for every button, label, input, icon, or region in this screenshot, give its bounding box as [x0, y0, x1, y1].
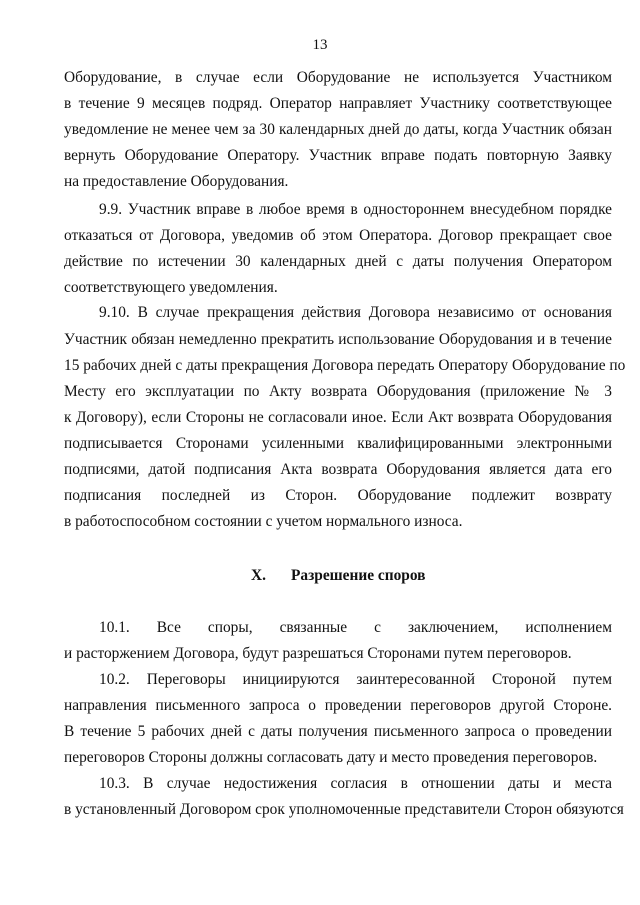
text-line: соответствующего уведомления. [64, 279, 278, 296]
text-line: и расторжением Договора, будут разрешаться Сторонами путем переговоров. [64, 645, 572, 662]
text-line: Месту его эксплуатации по Акту возврата Оборудования (приложение № 3 [64, 383, 612, 400]
text-line: в течение 9 месяцев подряд. Оператор направляет Участнику соответствующее [64, 95, 612, 112]
text-line: Участник обязан немедленно прекратить использование Оборудования и в течение [64, 331, 612, 348]
text-line: подписями, датой подписания Акта возврата Оборудования является дата его [64, 461, 612, 478]
text-line: действие по истечении 30 календарных дней с даты получения Оператором [64, 253, 612, 270]
paragraph-10-1-start: 10.1. Все споры, связанные с заключением, исполнением [99, 619, 612, 636]
paragraph-9-9-start: 9.9. Участник вправе в любое время в одностороннем внесудебном порядке [99, 201, 612, 218]
page-number: 13 [312, 37, 328, 53]
text-line: переговоров Стороны должны согласовать дату и место проведения переговоров. [64, 749, 598, 766]
text-line: Оборудование, в случае если Оборудование не используется Участником [64, 69, 612, 86]
paragraph-10-2-start: 10.2. Переговоры инициируются заинтересованной Стороной путем [99, 671, 612, 688]
text-line: на предоставление Оборудования. [64, 173, 289, 190]
section-title: Разрешение споров [291, 567, 426, 584]
text-line: 15 рабочих дней с даты прекращения Договора передать Оператору Оборудование по [64, 357, 626, 374]
text-line: вернуть Оборудование Оператору. Участник вправе подать повторную Заявку [64, 147, 612, 164]
text-line: направления письменного запроса о проведении переговоров другой Стороне. [64, 697, 612, 714]
section-number: X. [251, 567, 266, 584]
paragraph-9-10-start: 9.10. В случае прекращения действия Договора независимо от основания [99, 304, 612, 321]
text-line: отказаться от Договора, уведомив об этом Оператора. Договор прекращает свое [64, 227, 612, 244]
text-line: В течение 5 рабочих дней с даты получения письменного запроса о проведении [64, 723, 612, 740]
text-line: в установленный Договором срок уполномоченные представители Сторон обязуются [64, 801, 624, 818]
text-line: подписания последней из Сторон. Оборудование подлежит возврату [64, 487, 612, 504]
text-line: в работоспособном состоянии с учетом нормального износа. [64, 513, 463, 530]
text-line: к Договору), если Стороны не согласовали иное. Если Акт возврата Оборудования [64, 409, 612, 426]
paragraph-10-3-start: 10.3. В случае недостижения согласия в отношении даты и места [99, 775, 612, 792]
text-line: уведомление не менее чем за 30 календарных дней до даты, когда Участник обязан [64, 121, 612, 138]
text-line: подписывается Сторонами усиленными квалифицированными электронными [64, 435, 612, 452]
